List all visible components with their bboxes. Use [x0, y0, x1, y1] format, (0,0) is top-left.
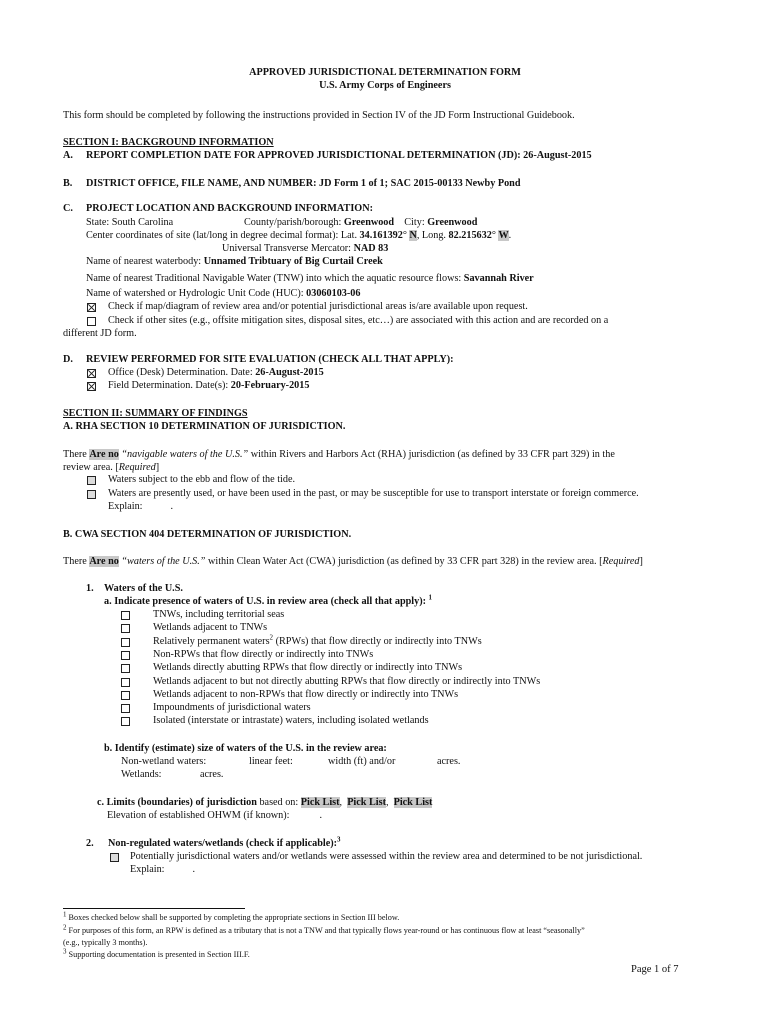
- long-dir-select[interactable]: W: [498, 230, 509, 241]
- section1-c-heading: PROJECT LOCATION AND BACKGROUND INFORMATION:: [86, 203, 373, 214]
- intro-text: This form should be completed by following the instructions provided in Section IV of the JD Form Instructional Guidebook.: [63, 110, 575, 121]
- footnote-divider: [63, 908, 245, 909]
- utm-value[interactable]: NAD 83: [353, 243, 389, 254]
- rha-statement: There Are no “navigable waters of the U.S.” within Rivers and Harbors Act (RHA) jurisdiction (as defined by 33 CFR part 329) in the: [63, 449, 615, 460]
- item1-num: 1.: [86, 583, 94, 594]
- coords-line: Center coordinates of site (lat/long in degree decimal format): Lat. 34.161392° N, Long. 82.215632° W.: [86, 230, 512, 241]
- county-value[interactable]: Greenwood: [343, 217, 395, 228]
- waters-item-label: Non-RPWs that flow directly or indirectly into TNWs: [153, 648, 374, 660]
- width-label: width (ft) and/or: [328, 756, 396, 767]
- section1-heading: SECTION I: BACKGROUND INFORMATION: [63, 137, 274, 148]
- waters-item-label: Wetlands adjacent to but not directly abutting RPWs that flow directly or indirectly into TNWs: [153, 675, 541, 687]
- ohwm-line: Elevation of established OHWM (if known): .: [107, 810, 323, 821]
- waters-checkbox[interactable]: [121, 678, 130, 687]
- waters-checkbox[interactable]: [121, 611, 130, 620]
- waters-checkbox[interactable]: [121, 704, 130, 713]
- section1-b-text: DISTRICT OFFICE, FILE NAME, AND NUMBER: JD Form 1 of 1; SAC 2015-00133 Newby Pond: [86, 178, 521, 189]
- check2-label: Check if other sites (e.g., offsite mitigation sites, disposal sites, etc…) are associated with this action and are recorded on a: [108, 315, 609, 326]
- section1-a-text: REPORT COMPLETION DATE FOR APPROVED JURISDICTIONAL DETERMINATION (JD): 26-August-2015: [86, 150, 592, 161]
- lat-value[interactable]: 34.161392: [359, 230, 403, 241]
- waters-checkbox[interactable]: [121, 717, 130, 726]
- lat-dir-select[interactable]: N: [409, 230, 417, 241]
- item2-title: Non-regulated waters/wetlands (check if applicable):$^3$: [108, 835, 341, 849]
- section1-c-letter: C.: [63, 203, 73, 214]
- rha-statement-2: review area. [Required]: [63, 462, 160, 473]
- item1-title: Waters of the U.S.: [104, 583, 183, 594]
- linear-feet-label: linear feet:: [249, 756, 293, 767]
- waters-checkbox[interactable]: [121, 664, 130, 673]
- city-value[interactable]: Greenwood: [427, 217, 478, 228]
- waters-item-label: Impoundments of jurisdictional waters: [153, 702, 311, 714]
- acres-label: acres.: [437, 756, 461, 767]
- waters-checkbox[interactable]: [121, 651, 130, 660]
- utm-line: Universal Transverse Mercator: NAD 83: [222, 243, 389, 254]
- pick-list-2[interactable]: Pick List: [347, 797, 386, 808]
- waters-item-label: Isolated (interstate or intrastate) waters, including isolated wetlands: [153, 715, 429, 727]
- county-line: County/parish/borough: Greenwood City: Greenwood: [244, 217, 478, 228]
- non-jurisdictional-checkbox[interactable]: [110, 853, 119, 862]
- waterbody-line: Name of nearest waterbody: Unnamed Tribtuary of Big Curtail Creek: [86, 256, 383, 267]
- section1-a-letter: A.: [63, 150, 73, 161]
- pick-list-3[interactable]: Pick List: [393, 797, 433, 808]
- state-value[interactable]: South Carolina: [111, 217, 174, 228]
- rha-explain-field[interactable]: .: [170, 501, 174, 512]
- tnw-line: Name of nearest Traditional Navigable Water (TNW) into which the aquatic resource flows: Savannah River: [86, 273, 534, 284]
- office-date[interactable]: 26-August-2015: [255, 367, 324, 378]
- field-determination-checkbox[interactable]: [87, 382, 96, 391]
- huc-value[interactable]: 03060103-06: [306, 288, 361, 299]
- field-line: Field Determination. Date(s): 20-February-2015: [108, 380, 310, 391]
- long-value[interactable]: 82.215632: [448, 230, 492, 241]
- state-line: State: South Carolina: [86, 217, 174, 228]
- waters-checkbox[interactable]: [121, 624, 130, 633]
- office-determination-checkbox[interactable]: [87, 369, 96, 378]
- waters-item-label: Wetlands adjacent to TNWs: [153, 622, 268, 634]
- section1-d-letter: D.: [63, 354, 73, 365]
- wetlands-label: Wetlands:: [121, 769, 162, 780]
- footnote-item: (e.g., typically 3 months).: [63, 938, 148, 947]
- check2-label-cont: different JD form.: [63, 328, 137, 339]
- form-title: APPROVED JURISDICTIONAL DETERMINATION FORM: [249, 67, 521, 78]
- ohwm-field[interactable]: .: [319, 810, 323, 821]
- item1c-line: c. Limits (boundaries) of jurisdiction based on: Pick List, Pick List, Pick List: [97, 797, 433, 808]
- rha-areno-select[interactable]: Are no: [89, 449, 119, 460]
- pick-list-1[interactable]: Pick List: [300, 797, 340, 808]
- waters-item-label: Wetlands directly abutting RPWs that flow directly or indirectly into TNWs: [153, 662, 463, 674]
- item2-explain-field[interactable]: .: [192, 864, 196, 875]
- item1a-label: a. Indicate presence of waters of U.S. in review area (check all that apply): $^1$: [104, 593, 433, 607]
- item2-explain: Explain: .: [130, 864, 196, 875]
- cwa-statement: There Are no “waters of the U.S.” within Clean Water Act (CWA) jurisdiction (as defined by 33 CFR part 328) in the review area. [Required]: [63, 556, 643, 567]
- check1-label: Check if map/diagram of review area and/or potential jurisdictional areas is/are available upon request.: [108, 301, 528, 312]
- item2-text: Potentially jurisdictional waters and/or wetlands were assessed within the review area and determined to be not jurisdictional.: [130, 851, 643, 862]
- cwa-areno-select[interactable]: Are no: [89, 556, 119, 567]
- cwa-heading: B. CWA SECTION 404 DETERMINATION OF JURISDICTION.: [63, 529, 352, 540]
- item2-num: 2.: [86, 838, 94, 849]
- nonwetland-label: Non-wetland waters:: [121, 756, 207, 767]
- office-line: Office (Desk) Determination. Date: 26-August-2015: [108, 367, 324, 378]
- other-sites-checkbox[interactable]: [87, 317, 96, 326]
- section2-heading: SECTION II: SUMMARY OF FINDINGS: [63, 408, 248, 419]
- rha-tidal-checkbox[interactable]: [87, 476, 96, 485]
- page-number: Page 1 of 7: [631, 964, 679, 975]
- waterbody-value[interactable]: Unnamed Tribtuary of Big Curtail Creek: [203, 256, 383, 267]
- footnote-item: $^2$ For purposes of this form, an RPW is defined as a tributary that is not a TNW and that typically flows year-round or has continuous flow at least “seasonally”: [63, 923, 585, 935]
- map-available-checkbox[interactable]: [87, 303, 96, 312]
- waters-item-label: Relatively permanent waters$^2$ (RPWs) that flow directly or indirectly into TNWs: [153, 633, 482, 647]
- footnote-item: $^3$ Supporting documentation is presented in Section III.F.: [63, 947, 250, 959]
- rha-heading: A. RHA SECTION 10 DETERMINATION OF JURISDICTION.: [63, 421, 346, 432]
- rha-explain: Explain: .: [108, 501, 174, 512]
- wetlands-acres-label: acres.: [200, 769, 224, 780]
- section1-d-heading: REVIEW PERFORMED FOR SITE EVALUATION (CHECK ALL THAT APPLY):: [86, 354, 454, 365]
- rha-opt2-label: Waters are presently used, or have been used in the past, or may be susceptible for use to transport interstate or foreign commerce.: [108, 488, 639, 499]
- waters-item-label: TNWs, including territorial seas: [153, 609, 285, 620]
- item1b-label: b. Identify (estimate) size of waters of the U.S. in the review area:: [104, 743, 387, 754]
- form-subtitle: U.S. Army Corps of Engineers: [319, 80, 451, 91]
- field-date[interactable]: 20-February-2015: [230, 380, 310, 391]
- tnw-value[interactable]: Savannah River: [463, 273, 534, 284]
- section1-b-letter: B.: [63, 178, 73, 189]
- waters-checkbox[interactable]: [121, 691, 130, 700]
- rha-opt1-label: Waters subject to the ebb and flow of the tide.: [108, 474, 296, 485]
- rha-commerce-checkbox[interactable]: [87, 490, 96, 499]
- waters-item-label: Wetlands adjacent to non-RPWs that flow directly or indirectly into TNWs: [153, 688, 459, 700]
- waters-checkbox[interactable]: [121, 638, 130, 647]
- huc-line: Name of watershed or Hydrologic Unit Code (HUC): 03060103-06: [86, 288, 361, 299]
- footnote-item: $^1$ Boxes checked below shall be supported by completing the appropriate sections in Section III below.: [63, 910, 400, 922]
